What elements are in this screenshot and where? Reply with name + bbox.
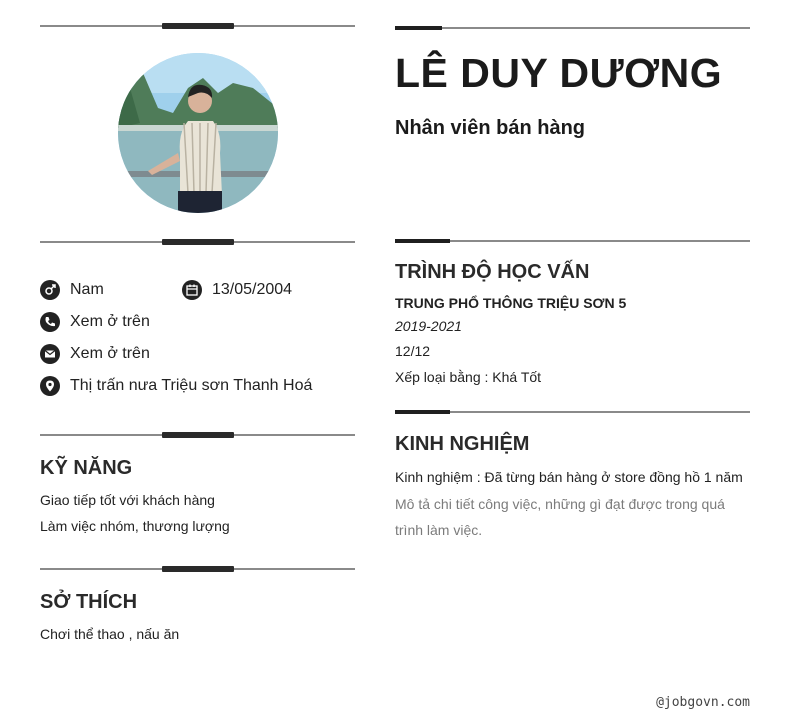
hobbies-title: SỞ THÍCH	[40, 591, 138, 613]
experience-title: KINH NGHIỆM	[395, 433, 530, 455]
education-rating: Xếp loại bằng : Khá Tốt	[395, 369, 542, 385]
calendar-icon	[182, 280, 202, 300]
skill-item: Làm việc nhóm, thương lượng	[40, 518, 230, 534]
phone-value: Xem ở trên	[70, 313, 150, 330]
avatar	[118, 53, 278, 213]
skill-item: Giao tiếp tốt với khách hàng	[40, 492, 215, 508]
header-divider	[395, 27, 750, 29]
phone-icon	[40, 312, 60, 332]
job-title: Nhân viên bán hàng	[395, 117, 586, 139]
experience-summary: Kinh nghiệm : Đã từng bán hàng ở store đồng hồ 1 năm	[395, 469, 743, 485]
contact-birthday	[182, 280, 292, 300]
hobby-item: Chơi thể thao , nấu ăn	[40, 626, 180, 642]
left-photo-divider-mark	[162, 239, 234, 245]
education-grade: 12/12	[395, 343, 431, 359]
education-period: 2019-2021	[395, 318, 462, 334]
contact-gender	[40, 280, 104, 300]
watermark: @jobgovn.com	[656, 695, 750, 710]
experience-divider-mark	[395, 410, 450, 414]
birthday-value: 13/05/2004	[212, 281, 293, 298]
skills-divider-mark	[162, 432, 234, 438]
contact-phone	[40, 312, 150, 332]
education-divider-mark	[395, 239, 450, 243]
mail-icon	[40, 344, 60, 364]
email-value: Xem ở trên	[70, 345, 150, 362]
experience-description: Mô tả chi tiết công việc, những gì đạt được trong quá trình làm việc.	[395, 496, 725, 538]
skills-title: KỸ NĂNG	[40, 457, 133, 479]
candidate-name: LÊ DUY DƯƠNG	[395, 50, 723, 96]
hobbies-divider-mark	[162, 566, 234, 572]
address-value: Thị trấn nưa Triệu sơn Thanh Hoá	[70, 377, 313, 394]
school-name: TRUNG PHỔ THÔNG TRIỆU SƠN 5	[395, 295, 627, 311]
contact-address	[40, 376, 312, 396]
gender-icon	[40, 280, 60, 300]
left-top-divider-mark	[162, 23, 234, 29]
location-pin-icon	[40, 376, 60, 396]
contact-email	[40, 344, 150, 364]
header-divider-mark	[395, 26, 442, 30]
education-title: TRÌNH ĐỘ HỌC VẤN	[395, 261, 590, 283]
avatar-photo	[118, 53, 278, 213]
gender-value: Nam	[70, 281, 104, 298]
